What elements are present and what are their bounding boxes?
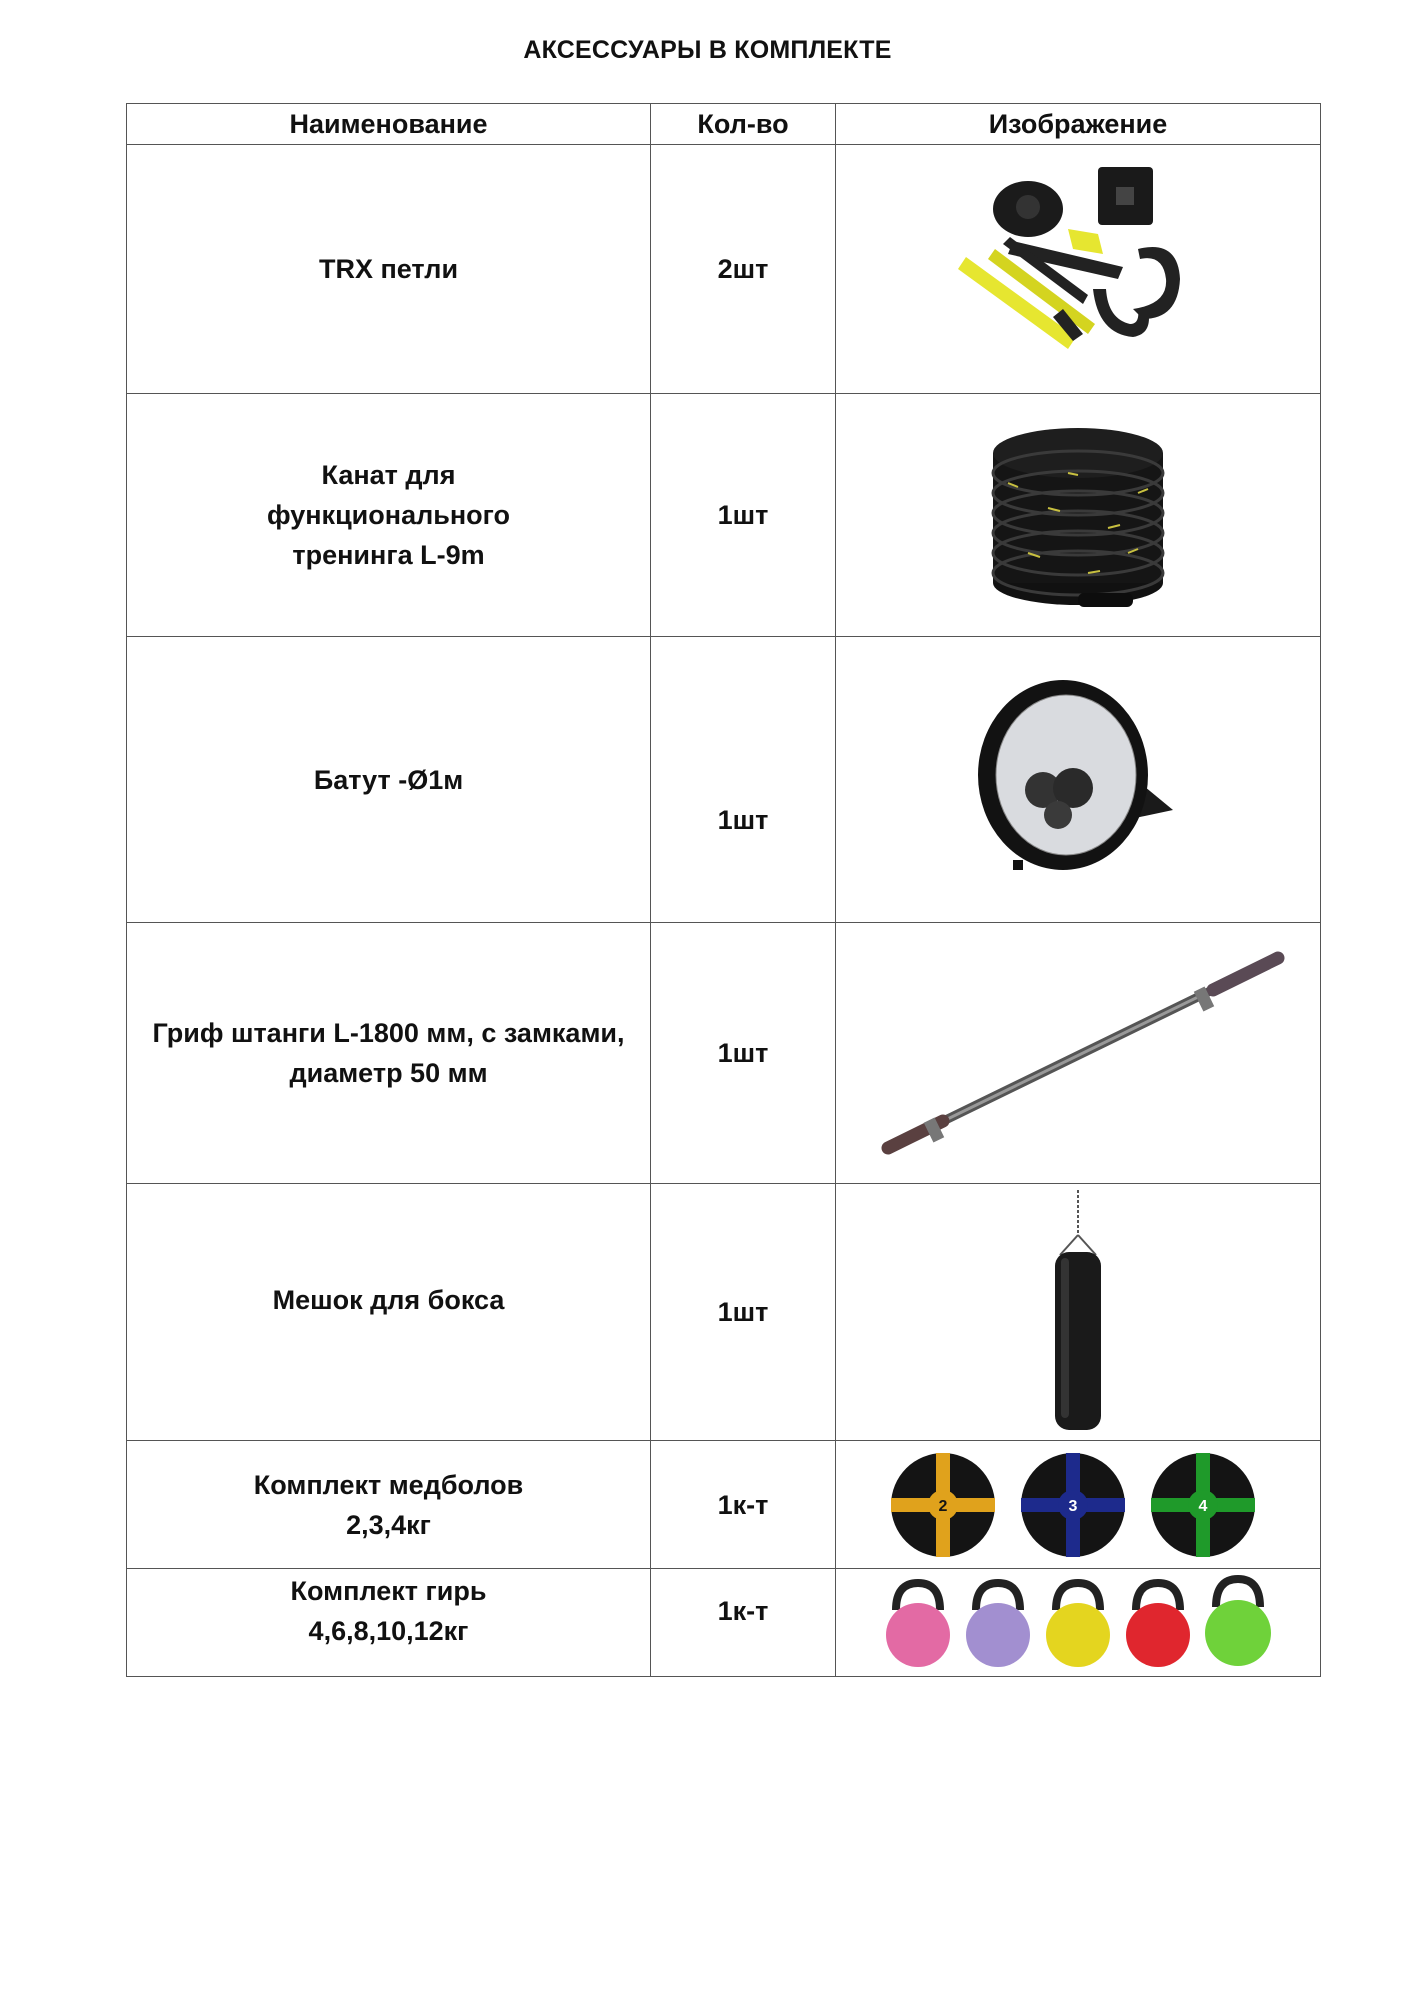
page-title: АКСЕССУАРЫ В КОМПЛЕКТЕ bbox=[523, 36, 892, 64]
table-row bbox=[127, 923, 1321, 1184]
table-row bbox=[127, 145, 1321, 394]
table-header-row bbox=[127, 104, 1321, 145]
item-image bbox=[836, 145, 1321, 394]
item-name: Канат для функционального тренинга L-9m bbox=[127, 394, 651, 637]
table-row bbox=[127, 637, 1321, 923]
item-qty: 1шт bbox=[651, 394, 836, 637]
item-image bbox=[836, 1569, 1321, 1677]
table-row bbox=[127, 394, 1321, 637]
item-name: Батут -Ø1м bbox=[127, 637, 651, 923]
table-row bbox=[127, 1184, 1321, 1441]
svg-text:3: 3 bbox=[1068, 1497, 1078, 1515]
item-image bbox=[836, 1184, 1321, 1441]
header-qty: Кол-во bbox=[651, 104, 836, 145]
item-qty: 2шт bbox=[651, 145, 836, 394]
table-row bbox=[127, 1569, 1321, 1677]
item-image bbox=[836, 637, 1321, 923]
header-image: Изображение bbox=[836, 104, 1321, 145]
svg-text:4: 4 bbox=[1198, 1497, 1208, 1515]
item-image bbox=[836, 923, 1321, 1184]
svg-text:2: 2 bbox=[938, 1497, 948, 1515]
item-name: Мешок для бокса bbox=[127, 1184, 651, 1441]
trx-straps-icon bbox=[948, 159, 1208, 379]
medicine-balls-icon bbox=[888, 1449, 1268, 1561]
punching-bag-icon bbox=[1028, 1190, 1128, 1435]
battle-rope-icon bbox=[978, 413, 1178, 618]
accessories-table bbox=[126, 103, 1321, 1677]
header-name: Наименование bbox=[127, 104, 651, 145]
item-qty: 1к-т bbox=[651, 1569, 836, 1677]
item-qty: 1шт bbox=[651, 923, 836, 1184]
item-qty: 1шт bbox=[651, 637, 836, 923]
rebounder-icon bbox=[968, 680, 1188, 880]
item-qty: 1шт bbox=[651, 1184, 836, 1441]
item-image bbox=[836, 394, 1321, 637]
kettlebells-icon bbox=[878, 1575, 1278, 1671]
item-name: TRX петли bbox=[127, 145, 651, 394]
barbell-icon bbox=[868, 943, 1288, 1163]
item-name: Комплект медболов 2,3,4кг bbox=[127, 1441, 651, 1569]
item-name: Комплект гирь 4,6,8,10,12кг bbox=[127, 1569, 651, 1677]
table-row bbox=[127, 1441, 1321, 1569]
item-image bbox=[836, 1441, 1321, 1569]
item-qty: 1к-т bbox=[651, 1441, 836, 1569]
item-name: Гриф штанги L-1800 мм, с замками, диаметр 50 мм bbox=[127, 923, 651, 1184]
